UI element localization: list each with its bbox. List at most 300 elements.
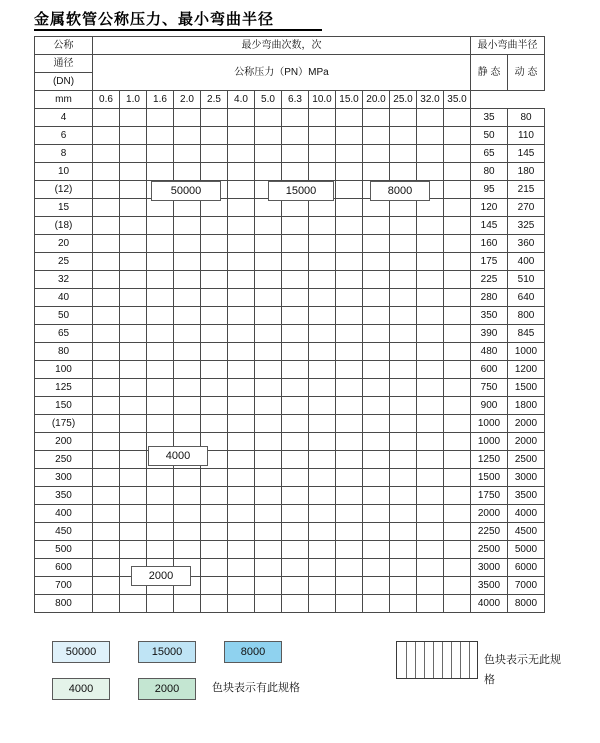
cell-1.0: [120, 325, 147, 343]
cell-15.0: [336, 181, 363, 199]
cell-15.0: [336, 271, 363, 289]
cell-15.0: [336, 505, 363, 523]
cell-4.0: [228, 271, 255, 289]
cell-6.3: [282, 595, 309, 613]
cell-15.0: [336, 577, 363, 595]
cell-5.0: [255, 217, 282, 235]
cell-25.0: [390, 523, 417, 541]
cell-2.5: [201, 523, 228, 541]
cell-2.0: [174, 523, 201, 541]
header-dynamic: 动 态: [508, 55, 545, 91]
dn-value: (175): [35, 415, 93, 433]
cell-10.0: [309, 577, 336, 595]
pressure-col-3: 2.0: [174, 91, 201, 109]
cell-2.0: [174, 415, 201, 433]
cell-15.0: [336, 217, 363, 235]
cell-4.0: [228, 181, 255, 199]
cell-32.0: [417, 271, 444, 289]
cell-10.0: [309, 163, 336, 181]
cell-6.3: [282, 235, 309, 253]
cell-4.0: [228, 163, 255, 181]
cell-2.0: [174, 217, 201, 235]
overlay-label-4000: 4000: [148, 446, 208, 466]
cell-20.0: [363, 307, 390, 325]
cell-2.5: [201, 253, 228, 271]
cell-25.0: [390, 361, 417, 379]
cell-1.0: [120, 163, 147, 181]
cell-1.6: [147, 397, 174, 415]
cell-1.6: [147, 127, 174, 145]
cell-15.0: [336, 397, 363, 415]
cell-32.0: [417, 505, 444, 523]
cell-1.6: [147, 343, 174, 361]
cell-35.0: [444, 253, 471, 271]
static-radius: 95: [471, 181, 508, 199]
cell-6.3: [282, 127, 309, 145]
cell-10.0: [309, 343, 336, 361]
cell-20.0: [363, 253, 390, 271]
cell-20.0: [363, 595, 390, 613]
cell-5.0: [255, 595, 282, 613]
static-radius: 600: [471, 361, 508, 379]
cell-6.3: [282, 271, 309, 289]
cell-32.0: [417, 127, 444, 145]
cell-5.0: [255, 343, 282, 361]
dynamic-radius: 2000: [508, 433, 545, 451]
cell-4.0: [228, 145, 255, 163]
cell-1.0: [120, 523, 147, 541]
cell-35.0: [444, 235, 471, 253]
cell-5.0: [255, 379, 282, 397]
cell-4.0: [228, 325, 255, 343]
cell-2.5: [201, 415, 228, 433]
static-radius: 2250: [471, 523, 508, 541]
cell-1.0: [120, 253, 147, 271]
cell-1.6: [147, 163, 174, 181]
cell-25.0: [390, 415, 417, 433]
static-radius: 50: [471, 127, 508, 145]
cell-5.0: [255, 271, 282, 289]
cell-2.0: [174, 145, 201, 163]
dynamic-radius: 1000: [508, 343, 545, 361]
legend-item-15000: 15000: [138, 641, 196, 663]
cell-1.6: [147, 235, 174, 253]
cell-6.3: [282, 451, 309, 469]
cell-10.0: [309, 397, 336, 415]
dynamic-radius: 4500: [508, 523, 545, 541]
cell-1.0: [120, 289, 147, 307]
cell-4.0: [228, 379, 255, 397]
cell-35.0: [444, 487, 471, 505]
cell-10.0: [309, 361, 336, 379]
cell-4.0: [228, 433, 255, 451]
cell-0.6: [93, 253, 120, 271]
cell-6.3: [282, 325, 309, 343]
cell-20.0: [363, 361, 390, 379]
cell-1.6: [147, 487, 174, 505]
dn-value: 125: [35, 379, 93, 397]
cell-25.0: [390, 451, 417, 469]
cell-15.0: [336, 451, 363, 469]
cell-4.0: [228, 577, 255, 595]
dn-value: 15: [35, 199, 93, 217]
dynamic-radius: 7000: [508, 577, 545, 595]
cell-1.6: [147, 415, 174, 433]
cell-0.6: [93, 217, 120, 235]
cell-0.6: [93, 343, 120, 361]
dn-value: 250: [35, 451, 93, 469]
cell-0.6: [93, 523, 120, 541]
cell-32.0: [417, 163, 444, 181]
cell-25.0: [390, 289, 417, 307]
dn-value: 150: [35, 397, 93, 415]
cell-15.0: [336, 595, 363, 613]
static-radius: 1000: [471, 415, 508, 433]
cell-10.0: [309, 145, 336, 163]
cell-6.3: [282, 541, 309, 559]
cell-2.5: [201, 559, 228, 577]
cell-1.6: [147, 505, 174, 523]
cell-0.6: [93, 307, 120, 325]
cell-15.0: [336, 559, 363, 577]
cell-1.6: [147, 289, 174, 307]
cell-2.5: [201, 379, 228, 397]
cell-1.0: [120, 235, 147, 253]
table-row: [35, 145, 545, 163]
cell-35.0: [444, 523, 471, 541]
spec-table: [34, 36, 545, 613]
dynamic-radius: 8000: [508, 595, 545, 613]
static-radius: 65: [471, 145, 508, 163]
cell-25.0: [390, 109, 417, 127]
cell-32.0: [417, 145, 444, 163]
cell-10.0: [309, 379, 336, 397]
dynamic-radius: 800: [508, 307, 545, 325]
dn-value: 80: [35, 343, 93, 361]
cell-15.0: [336, 343, 363, 361]
cell-20.0: [363, 379, 390, 397]
cell-25.0: [390, 577, 417, 595]
cell-0.6: [93, 487, 120, 505]
cell-2.5: [201, 595, 228, 613]
table-row: [35, 559, 545, 577]
cell-20.0: [363, 145, 390, 163]
pressure-col-4: 2.5: [201, 91, 228, 109]
cell-35.0: [444, 217, 471, 235]
cell-4.0: [228, 235, 255, 253]
pressure-col-8: 10.0: [309, 91, 336, 109]
dynamic-radius: 400: [508, 253, 545, 271]
table-row: [35, 343, 545, 361]
dn-value: 10: [35, 163, 93, 181]
cell-0.6: [93, 145, 120, 163]
static-radius: 280: [471, 289, 508, 307]
static-radius: 2500: [471, 541, 508, 559]
cell-4.0: [228, 199, 255, 217]
cell-4.0: [228, 289, 255, 307]
cell-35.0: [444, 433, 471, 451]
dn-value: 40: [35, 289, 93, 307]
dynamic-radius: 845: [508, 325, 545, 343]
cell-5.0: [255, 307, 282, 325]
pressure-col-1: 1.0: [120, 91, 147, 109]
legend-item-2000: 2000: [138, 678, 196, 700]
cell-15.0: [336, 109, 363, 127]
cell-0.6: [93, 577, 120, 595]
cell-1.0: [120, 127, 147, 145]
legend: [34, 636, 566, 720]
cell-35.0: [444, 199, 471, 217]
table-row: [35, 451, 545, 469]
cell-1.6: [147, 379, 174, 397]
cell-35.0: [444, 145, 471, 163]
cell-32.0: [417, 595, 444, 613]
table-row: [35, 199, 545, 217]
dn-value: 200: [35, 433, 93, 451]
cell-5.0: [255, 415, 282, 433]
cell-2.5: [201, 505, 228, 523]
dynamic-radius: 80: [508, 109, 545, 127]
legend-note-grid: 色块表示无此规格: [484, 654, 561, 686]
cell-1.0: [120, 487, 147, 505]
cell-5.0: [255, 397, 282, 415]
cell-2.0: [174, 541, 201, 559]
cell-1.6: [147, 145, 174, 163]
cell-1.6: [147, 325, 174, 343]
cell-0.6: [93, 109, 120, 127]
cell-0.6: [93, 127, 120, 145]
cell-15.0: [336, 253, 363, 271]
table-header: [35, 37, 545, 109]
cell-20.0: [363, 271, 390, 289]
cell-6.3: [282, 199, 309, 217]
cell-6.3: [282, 343, 309, 361]
table-row: [35, 253, 545, 271]
cell-10.0: [309, 307, 336, 325]
cell-10.0: [309, 541, 336, 559]
cell-6.3: [282, 361, 309, 379]
table-row: [35, 415, 545, 433]
cell-32.0: [417, 325, 444, 343]
dynamic-radius: 6000: [508, 559, 545, 577]
cell-4.0: [228, 595, 255, 613]
cell-0.6: [93, 181, 120, 199]
header-dn-1: 公称: [35, 37, 93, 55]
cell-2.5: [201, 199, 228, 217]
cell-1.0: [120, 541, 147, 559]
cell-10.0: [309, 271, 336, 289]
cell-1.6: [147, 199, 174, 217]
cell-25.0: [390, 127, 417, 145]
cell-2.5: [201, 307, 228, 325]
cell-0.6: [93, 199, 120, 217]
dn-value: 400: [35, 505, 93, 523]
cell-4.0: [228, 505, 255, 523]
table-row: [35, 487, 545, 505]
cell-2.5: [201, 235, 228, 253]
overlay-label-15000: 15000: [268, 181, 334, 201]
cell-20.0: [363, 163, 390, 181]
cell-25.0: [390, 343, 417, 361]
dn-value: 350: [35, 487, 93, 505]
cell-0.6: [93, 271, 120, 289]
cell-2.5: [201, 289, 228, 307]
cell-6.3: [282, 577, 309, 595]
dn-value: 20: [35, 235, 93, 253]
cell-1.0: [120, 505, 147, 523]
cell-4.0: [228, 469, 255, 487]
dn-value: 600: [35, 559, 93, 577]
cell-0.6: [93, 361, 120, 379]
dn-value: 4: [35, 109, 93, 127]
cell-6.3: [282, 523, 309, 541]
cell-1.0: [120, 145, 147, 163]
cell-15.0: [336, 127, 363, 145]
cell-1.0: [120, 109, 147, 127]
cell-5.0: [255, 505, 282, 523]
static-radius: 1500: [471, 469, 508, 487]
dynamic-radius: 1500: [508, 379, 545, 397]
cell-5.0: [255, 361, 282, 379]
dynamic-radius: 3500: [508, 487, 545, 505]
cell-10.0: [309, 469, 336, 487]
cell-25.0: [390, 307, 417, 325]
cell-1.0: [120, 379, 147, 397]
cell-5.0: [255, 199, 282, 217]
dn-value: 32: [35, 271, 93, 289]
cell-5.0: [255, 145, 282, 163]
cell-10.0: [309, 235, 336, 253]
cell-2.0: [174, 271, 201, 289]
cell-32.0: [417, 289, 444, 307]
cell-6.3: [282, 217, 309, 235]
pressure-col-2: 1.6: [147, 91, 174, 109]
cell-10.0: [309, 559, 336, 577]
cell-1.6: [147, 523, 174, 541]
cell-2.5: [201, 343, 228, 361]
cell-6.3: [282, 379, 309, 397]
cell-6.3: [282, 469, 309, 487]
static-radius: 480: [471, 343, 508, 361]
cell-2.5: [201, 217, 228, 235]
pressure-col-9: 15.0: [336, 91, 363, 109]
static-radius: 750: [471, 379, 508, 397]
cell-2.0: [174, 289, 201, 307]
cell-32.0: [417, 487, 444, 505]
cell-0.6: [93, 325, 120, 343]
table-row: [35, 595, 545, 613]
cell-32.0: [417, 361, 444, 379]
dynamic-radius: 270: [508, 199, 545, 217]
table-row: [35, 325, 545, 343]
dynamic-radius: 4000: [508, 505, 545, 523]
cell-32.0: [417, 451, 444, 469]
cell-0.6: [93, 163, 120, 181]
cell-10.0: [309, 253, 336, 271]
static-radius: 160: [471, 235, 508, 253]
cell-35.0: [444, 541, 471, 559]
cell-4.0: [228, 127, 255, 145]
cell-35.0: [444, 307, 471, 325]
cell-32.0: [417, 109, 444, 127]
dn-value: 100: [35, 361, 93, 379]
cell-15.0: [336, 433, 363, 451]
cell-35.0: [444, 379, 471, 397]
cell-25.0: [390, 505, 417, 523]
cell-32.0: [417, 397, 444, 415]
table-row: [35, 577, 545, 595]
cell-2.0: [174, 469, 201, 487]
dn-value: (18): [35, 217, 93, 235]
cell-0.6: [93, 505, 120, 523]
dynamic-radius: 2000: [508, 415, 545, 433]
cell-35.0: [444, 163, 471, 181]
cell-20.0: [363, 523, 390, 541]
cell-6.3: [282, 433, 309, 451]
cell-4.0: [228, 487, 255, 505]
cell-2.5: [201, 325, 228, 343]
cell-32.0: [417, 469, 444, 487]
cell-32.0: [417, 235, 444, 253]
overlay-label-50000: 50000: [151, 181, 221, 201]
cell-5.0: [255, 127, 282, 145]
cell-2.5: [201, 109, 228, 127]
cell-1.6: [147, 253, 174, 271]
table-row: [35, 109, 545, 127]
cell-1.6: [147, 271, 174, 289]
cell-10.0: [309, 487, 336, 505]
cell-20.0: [363, 397, 390, 415]
dn-value: 800: [35, 595, 93, 613]
cell-2.0: [174, 379, 201, 397]
page-title: 金属软管公称压力、最小弯曲半径: [34, 10, 275, 28]
cell-0.6: [93, 451, 120, 469]
cell-1.0: [120, 181, 147, 199]
table-row: [35, 127, 545, 145]
table-row: [35, 469, 545, 487]
cell-35.0: [444, 451, 471, 469]
dn-value: 700: [35, 577, 93, 595]
cell-2.5: [201, 487, 228, 505]
dynamic-radius: 3000: [508, 469, 545, 487]
cell-25.0: [390, 487, 417, 505]
cell-2.5: [201, 127, 228, 145]
table-row: [35, 433, 545, 451]
table-row: [35, 163, 545, 181]
cell-20.0: [363, 541, 390, 559]
cell-6.3: [282, 505, 309, 523]
cell-5.0: [255, 433, 282, 451]
cell-25.0: [390, 379, 417, 397]
dynamic-radius: 510: [508, 271, 545, 289]
cell-25.0: [390, 253, 417, 271]
table-row: [35, 289, 545, 307]
cell-1.0: [120, 271, 147, 289]
cell-5.0: [255, 541, 282, 559]
cell-35.0: [444, 559, 471, 577]
cell-32.0: [417, 307, 444, 325]
cell-6.3: [282, 109, 309, 127]
overlay-label-8000: 8000: [370, 181, 430, 201]
cell-15.0: [336, 415, 363, 433]
cell-10.0: [309, 217, 336, 235]
cell-6.3: [282, 307, 309, 325]
static-radius: 225: [471, 271, 508, 289]
dynamic-radius: 1200: [508, 361, 545, 379]
cell-10.0: [309, 109, 336, 127]
cell-1.0: [120, 433, 147, 451]
header-bend-count: 最少弯曲次数，次: [93, 37, 471, 55]
